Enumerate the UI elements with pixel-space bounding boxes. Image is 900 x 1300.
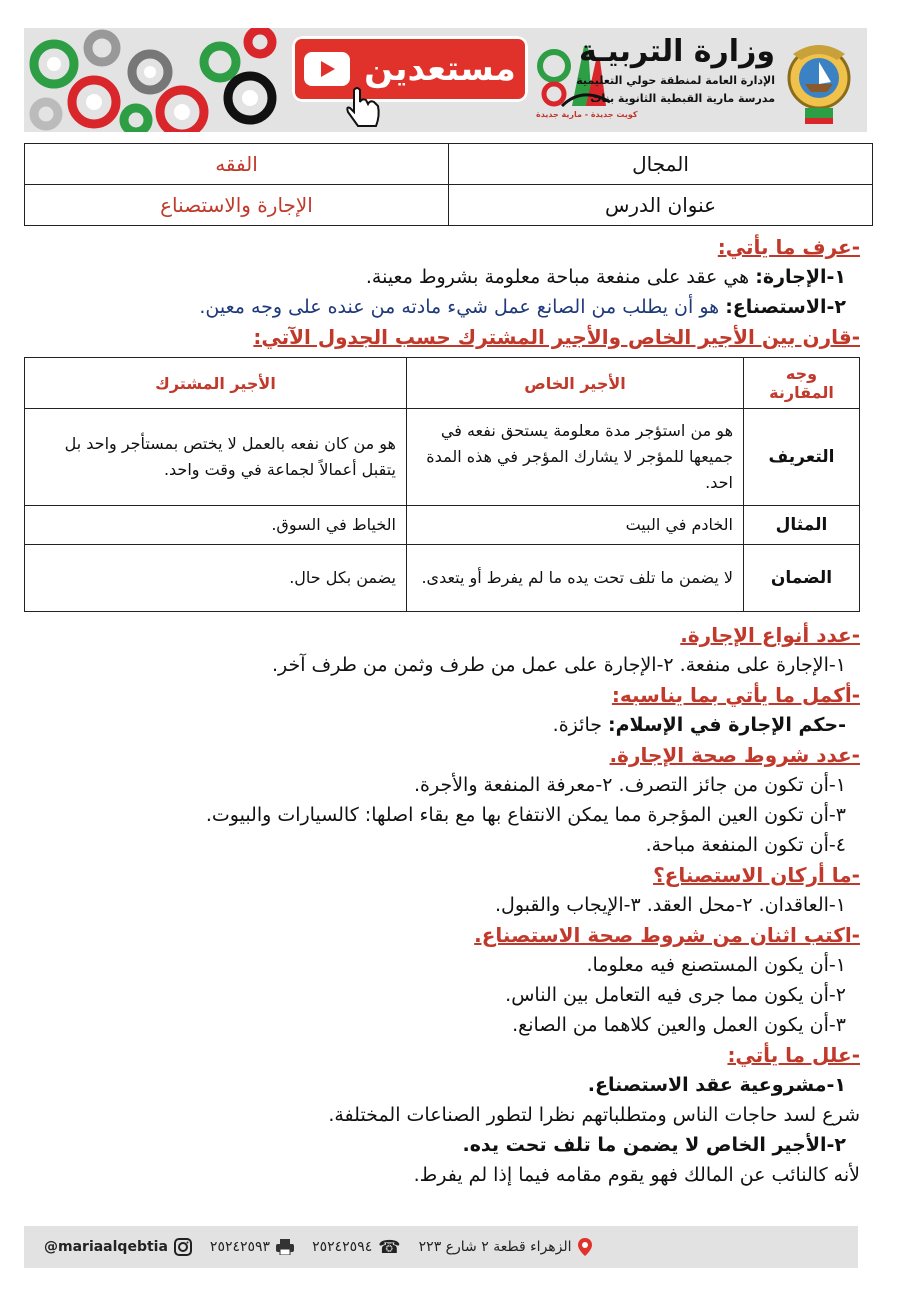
table-cell: هو من كان نفعه بالعمل لا يختص بمستأجر واحد بل يتقبل أعمالاً لجماعة في وقت واحد. [25, 409, 407, 506]
question-compare: -قارن بين الأجير الخاص والأجير المشترك حسب الجدول الآتي: [253, 325, 860, 349]
row-label: المثال [744, 506, 860, 545]
field-label: المجال [449, 144, 873, 185]
term-ijara: ١-الإجارة: [755, 266, 846, 288]
ministry-subtitle: الإدارة العامة لمنطقة حولي التعليمية [576, 74, 775, 87]
question-pillars: -ما أركان الاستصناع؟ [653, 863, 860, 887]
column-header: الأجير الخاص [407, 358, 744, 409]
lesson-info-table [24, 143, 873, 226]
footer-instagram[interactable] [44, 1238, 192, 1256]
instagram-icon [174, 1238, 192, 1256]
button-label: مستعدين [364, 49, 516, 89]
question-conditions: -عدد شروط صحة الإجارة. [609, 743, 860, 767]
row-label: التعريف [744, 409, 860, 506]
definition-istisna [24, 292, 860, 322]
footer-contact-bar [24, 1226, 858, 1268]
footer-address [419, 1238, 592, 1256]
gear-icon [24, 28, 282, 132]
ruling-term: -حكم الإجارة في الإسلام: [608, 714, 846, 736]
condition-line: ٤-أن تكون المنفعة مباحة. [645, 834, 846, 856]
answer-pillars: ١-العاقدان. ٢-محل العقد. ٣-الإيجاب والقبول. [494, 894, 846, 916]
lesson-value: الإجارة والاستصناع [25, 185, 449, 226]
term-istisna: ٢-الاستصناع: [725, 296, 846, 318]
fax-text: ٢٥٢٤٢٥٩٣ [209, 1239, 271, 1255]
reason-1-title: ١-مشروعية عقد الاستصناع. [587, 1074, 846, 1096]
table-row [25, 409, 860, 506]
reason-answer: لأنه كالنائب عن المالك فهو يقوم مقامه فيما إذا لم يفرط. [413, 1164, 860, 1186]
school-logo-text: كويت جديدة - مارية جديدة [536, 110, 638, 119]
hand-cursor-icon [344, 86, 384, 130]
address-text: الزهراء قطعة ٢ شارع ٢٢٣ [418, 1239, 572, 1255]
question-istisna-conditions: -اكتب اثنان من شروط صحة الاستصناع. [474, 923, 860, 947]
ministry-title: وزارة التربيـة [578, 34, 775, 69]
field-value: الفقه [25, 144, 449, 185]
ruling-text: جائزة. [552, 714, 609, 736]
school-name: مدرسة مارية القبطية الثانوية بنات [590, 92, 775, 105]
kuwait-emblem [779, 34, 859, 126]
phone-icon: ☎ [378, 1236, 401, 1258]
definition-ijara-text: هي عقد على منفعة مباحة معلومة بشروط معينة. [365, 266, 756, 288]
istisna-condition: ٢-أن يكون مما جرى فيه التعامل بين الناس. [505, 984, 846, 1006]
lesson-label: عنوان الدرس [449, 185, 873, 226]
question-define: -عرف ما يأتي: [717, 235, 860, 259]
column-header: وجه المقارنة [744, 358, 860, 409]
worksheet-content [24, 232, 860, 1190]
table-cell: الخياط في السوق. [25, 506, 407, 545]
fax-icon [276, 1239, 294, 1255]
definition-ijara [24, 262, 860, 292]
definition-istisna-text: هو أن يطلب من الصانع عمل شيء مادته من عنده على وجه معين. [199, 296, 726, 318]
row-label: الضمان [744, 545, 860, 612]
condition-line: ٣-أن تكون العين المؤجرة مما يمكن الانتفاع بها مع بقاء اصلها: كالسيارات والبيوت. [205, 804, 846, 826]
reason-question [24, 1130, 860, 1160]
table-row [25, 545, 860, 612]
table-cell: لا يضمن ما تلف تحت يده ما لم يفرط أو يتعدى. [407, 545, 744, 612]
table-row [25, 506, 860, 545]
ministry-heading [576, 32, 775, 108]
youtube-play-icon [304, 52, 350, 86]
column-header: الأجير المشترك [25, 358, 407, 409]
comparison-table [24, 357, 860, 612]
reason-answer: شرع لسد حاجات الناس ومتطلباتهم نظرا لتطور الصناعات المختلفة. [328, 1104, 860, 1126]
table-cell: هو من استؤجر مدة معلومة يستحق نفعه في جميعها للمؤجر لا يشارك المؤجر في هذه المدة احد. [407, 409, 744, 506]
table-cell: الخادم في البيت [407, 506, 744, 545]
table-cell: يضمن بكل حال. [25, 545, 407, 612]
table-row [25, 144, 873, 185]
reason-2-title: ٢-الأجير الخاص لا يضمن ما تلف تحت يده. [462, 1134, 846, 1156]
question-complete: -أكمل ما يأتي بما يناسبه: [611, 683, 860, 707]
phone-text: ٢٥٢٤٢٥٩٤ [312, 1239, 373, 1255]
answer-ruling [24, 710, 860, 740]
condition-line: ١-أن تكون من جائز التصرف. ٢-معرفة المنفعة والأجرة. [413, 774, 846, 796]
footer-fax [210, 1239, 294, 1255]
location-pin-icon [578, 1238, 592, 1256]
instagram-handle[interactable]: @mariaalqebtia [44, 1239, 168, 1255]
answer-types: ١-الإجارة على منفعة. ٢-الإجارة على عمل من طرف وثمن من طرف آخر. [271, 654, 846, 676]
reason-question [24, 1070, 860, 1100]
istisna-condition: ٣-أن يكون العمل والعين كلاهما من الصانع. [512, 1014, 846, 1036]
header-banner [24, 28, 867, 132]
youtube-subscribe-button[interactable] [292, 36, 528, 102]
footer-phone [312, 1237, 401, 1258]
question-types: -عدد أنواع الإجارة. [680, 623, 860, 647]
table-row [25, 185, 873, 226]
question-reasons: -علل ما يأتي: [727, 1043, 860, 1067]
table-header-row [25, 358, 860, 409]
istisna-condition: ١-أن يكون المستصنع فيه معلوما. [586, 954, 846, 976]
